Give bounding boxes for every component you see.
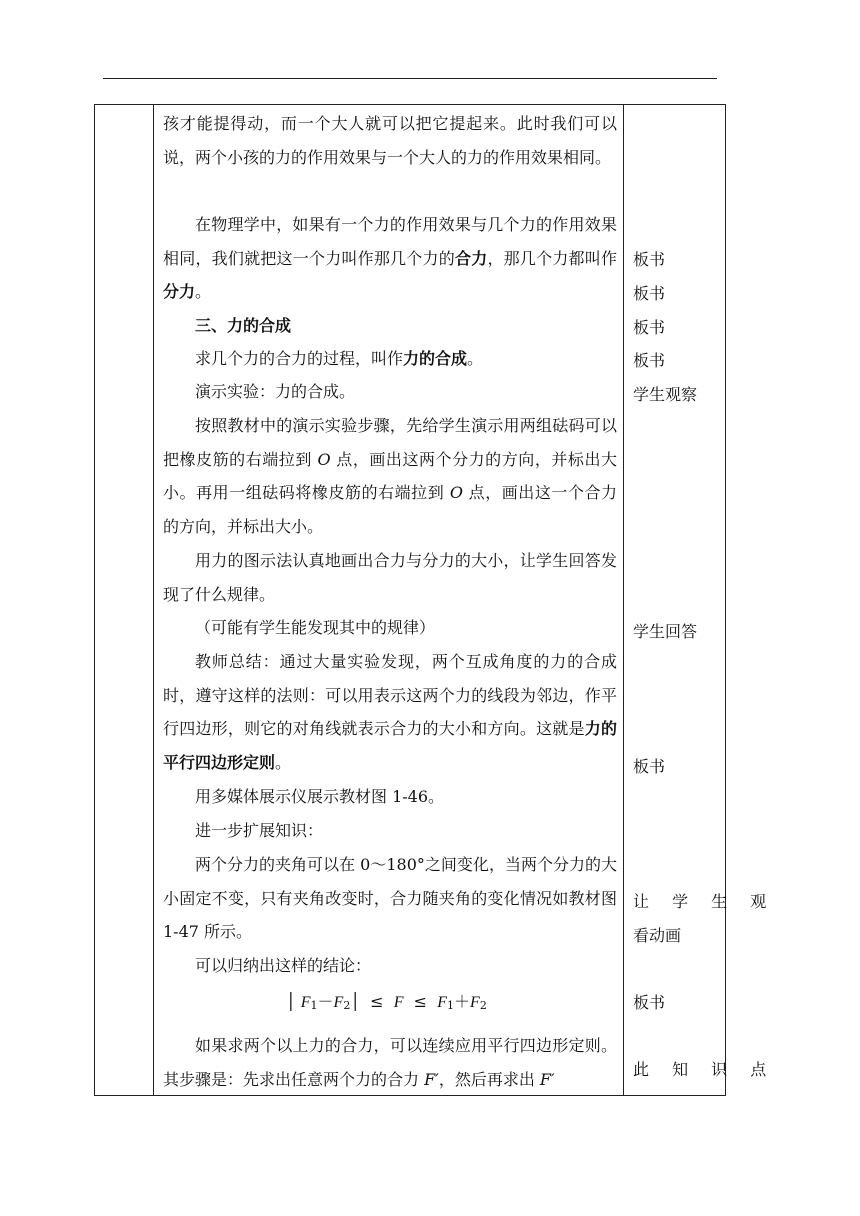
paragraph-draw-forces: 用力的图示法认真地画出合力与分力的大小，让学生回答发现了什么规律。	[163, 551, 617, 604]
paragraph-multimedia: 用多媒体展示仪展示教材图 1-46。	[195, 787, 445, 806]
paragraph-teacher-summary: 教师总结：通过大量实验发现，两个互成角度的力的合成时，遵守这样的法则：可以用表示这两个力的线段为邻边，作平行四边形，则它的对角线就表示合力的大小和方向。这就是力的平行四边形定则。	[163, 652, 617, 772]
paragraph-angle-change: 两个分力的夹角可以在 0～180°之间变化，当两个分力的大小固定不变，只有夹角改变时，合力随夹角的变化情况如教材图 1-47 所示。	[163, 855, 617, 942]
note-watch-animation-cont: 看动画	[633, 926, 682, 945]
paragraph-demo-title: 演示实验：力的合成。	[195, 382, 356, 401]
paragraph-possible-discovery: （可能有学生能发现其中的规律）	[195, 618, 436, 637]
column-divider-1	[153, 105, 154, 1095]
note-board: 板书	[633, 318, 666, 337]
note-board: 板书	[633, 351, 666, 370]
paragraph-composition-definition: 求几个力的合力的过程，叫作力的合成。	[195, 349, 484, 368]
term-component-force: 分力	[163, 282, 196, 302]
note-student-observe: 学生观察	[633, 385, 698, 404]
resultant-range-formula: │ $F_1-F_2│ \le F \le F_1+F_2$	[286, 992, 487, 1012]
note-student-answer: 学生回答	[633, 622, 698, 641]
paragraph-multiple-forces: 如果求两个以上力的合力，可以连续应用平行四边形定则。其步骤是：先求出任意两个力的合力 F′，然后再求出 F′	[163, 1036, 617, 1089]
header-rule	[103, 78, 717, 79]
paragraph-demo-steps: 按照教材中的演示实验步骤，先给学生演示用两组砝码可以把橡皮筋的右端拉到 O 点，画出这两个分力的方向，并标出大小。再用一组砝码将橡皮筋的右端拉到 O 点，画出这一个合力的方向，并标出大小。	[163, 416, 617, 536]
note-board: 板书	[633, 284, 666, 303]
paragraph-resultant-definition: 在物理学中，如果有一个力的作用效果与几个力的作用效果相同，我们就把这一个力叫作那几个力的合力，那几个力都叫作分力。	[163, 215, 617, 302]
term-parallelogram-rule: 力的平行四边形定则	[163, 719, 617, 772]
paragraph-extend: 进一步扩展知识：	[195, 821, 324, 840]
note-knowledge-point: 此 知 识 点	[633, 1060, 776, 1079]
column-divider-2	[623, 105, 624, 1095]
section-heading: 三、力的合成	[195, 316, 292, 335]
note-board: 板书	[633, 993, 666, 1012]
term-force-composition: 力的合成	[403, 349, 468, 368]
note-board: 板书	[633, 250, 666, 269]
term-resultant-force: 合力	[454, 248, 488, 268]
paragraph-conclusion: 可以归纳出这样的结论：	[195, 956, 372, 975]
note-board: 板书	[633, 757, 666, 776]
note-watch-animation: 让 学 生 观	[633, 892, 776, 911]
paragraph-intro: 孩才能提得动，而一个大人就可以把它提起来。此时我们可以说，两个小孩的力的作用效果与一个大人的力的作用效果相同。	[163, 114, 617, 167]
